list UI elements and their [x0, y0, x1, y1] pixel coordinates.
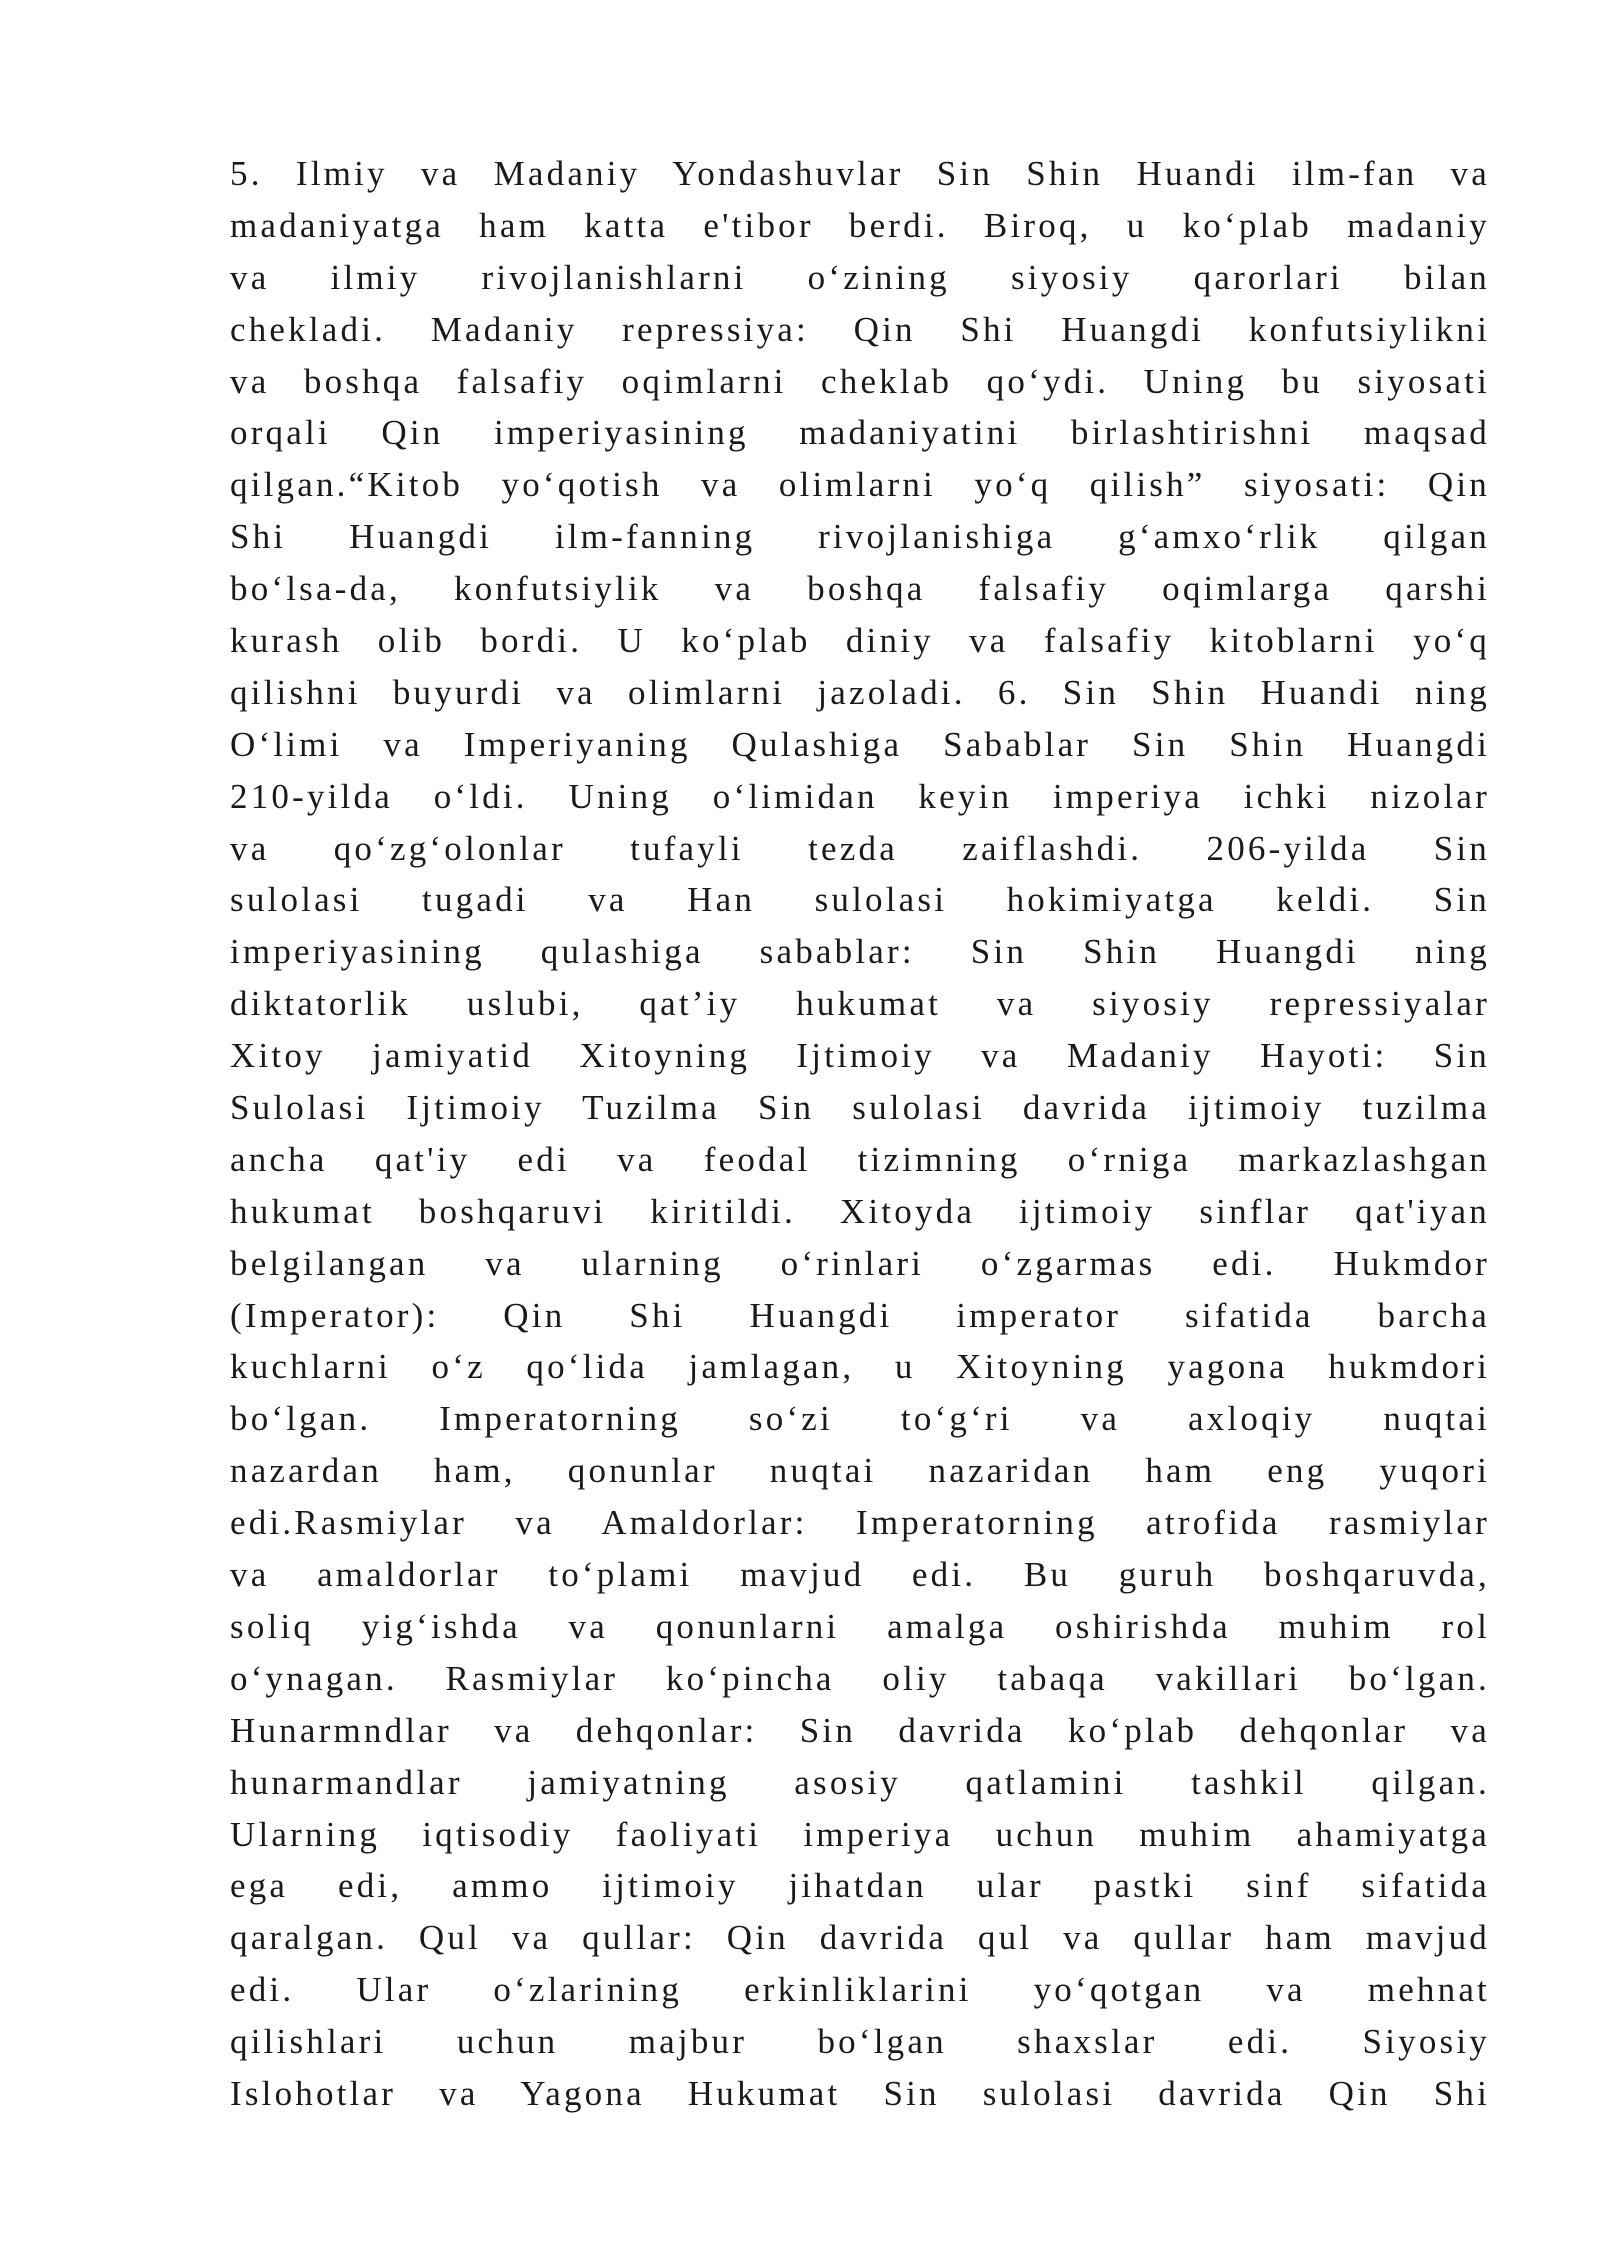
text-line: ancha qat'iy edi va feodal tizimning o‘rniga markazlashgan [230, 1139, 1490, 1179]
text-line: Xitoy jamiyatid Xitoyning Ijtimoiy va Madaniy Hayoti: Sin [230, 1036, 1490, 1076]
text-line: qilgan.“Kitob yo‘qotish va olimlarni yo‘q qilish” siyosati: Qin [230, 465, 1490, 505]
text-line: (Imperator): Qin Shi Huangdi imperator sifatida barcha [230, 1295, 1490, 1335]
text-line: edi.Rasmiylar va Amaldorlar: Imperatorning atrofida rasmiylar [230, 1503, 1490, 1543]
text-line: hunarmandlar jamiyatning asosiy qatlamini tashkil qilgan. [230, 1762, 1490, 1802]
text-line: sulolasi tugadi va Han sulolasi hokimiyatga keldi. Sin [230, 880, 1490, 920]
text-line: bo‘lgan. Imperatorning so‘zi to‘g‘ri va axloqiy nuqtai [230, 1399, 1490, 1439]
text-line: Hunarmndlar va dehqonlar: Sin davrida ko‘plab dehqonlar va [230, 1710, 1490, 1750]
text-line: orqali Qin imperiyasining madaniyatini birlashtirishni maqsad [230, 413, 1490, 453]
text-line: O‘limi va Imperiyaning Qulashiga Sabablar Sin Shin Huangdi [230, 724, 1490, 764]
text-line: o‘ynagan. Rasmiylar ko‘pincha oliy tabaqa vakillari bo‘lgan. [230, 1658, 1490, 1698]
text-line: chekladi. Madaniy repressiya: Qin Shi Huangdi konfutsiylikni [230, 309, 1490, 349]
text-line: belgilangan va ularning o‘rinlari o‘zgarmas edi. Hukmdor [230, 1243, 1490, 1283]
text-line: edi. Ular o‘zlarining erkinliklarini yo‘qotgan va mehnat [230, 1970, 1490, 2010]
text-line: nazardan ham, qonunlar nuqtai nazaridan ham eng yuqori [230, 1451, 1490, 1491]
text-line: hukumat boshqaruvi kiritildi. Xitoyda ijtimoiy sinflar qat'iyan [230, 1191, 1490, 1231]
text-line: Ularning iqtisodiy faoliyati imperiya uchun muhim ahamiyatga [230, 1814, 1490, 1854]
text-line: madaniyatga ham katta e'tibor berdi. Biroq, u ko‘plab madaniy [230, 205, 1490, 245]
text-line: 210-yilda o‘ldi. Uning o‘limidan keyin imperiya ichki nizolar [230, 776, 1490, 816]
text-line: Islohotlar va Yagona Hukumat Sin sulolasi davrida Qin Shi [230, 2073, 1490, 2113]
text-line: diktatorlik uslubi, qat’iy hukumat va siyosiy repressiyalar [230, 984, 1490, 1024]
text-line: Shi Huangdi ilm-fanning rivojlanishiga g‘amxo‘rlik qilgan [230, 517, 1490, 557]
text-line: bo‘lsa-da, konfutsiylik va boshqa falsafiy oqimlarga qarshi [230, 569, 1490, 609]
text-line: qilishni buyurdi va olimlarni jazoladi. 6. Sin Shin Huandi ning [230, 672, 1490, 712]
text-line: va qo‘zg‘olonlar tufayli tezda zaiflashdi. 206-yilda Sin [230, 828, 1490, 868]
text-line: 5. Ilmiy va Madaniy Yondashuvlar Sin Shin Huandi ilm-fan va [230, 154, 1490, 193]
text-line: Sulolasi Ijtimoiy Tuzilma Sin sulolasi davrida ijtimoiy tuzilma [230, 1088, 1490, 1128]
text-line: kuchlarni o‘z qo‘lida jamlagan, u Xitoyning yagona hukmdori [230, 1347, 1490, 1387]
text-line: kurash olib bordi. U ko‘plab diniy va falsafiy kitoblarni yo‘q [230, 621, 1490, 661]
text-line: va ilmiy rivojlanishlarni o‘zining siyosiy qarorlari bilan [230, 257, 1490, 297]
text-line: va boshqa falsafiy oqimlarni cheklab qo‘ydi. Uning bu siyosati [230, 361, 1490, 401]
body-text [230, 148, 1490, 2120]
text-line: va amaldorlar to‘plami mavjud edi. Bu guruh boshqaruvda, [230, 1555, 1490, 1595]
text-line: imperiyasining qulashiga sabablar: Sin Shin Huangdi ning [230, 932, 1490, 972]
text-line: soliq yig‘ishda va qonunlarni amalga oshirishda muhim rol [230, 1606, 1490, 1646]
text-line: qilishlari uchun majbur bo‘lgan shaxslar edi. Siyosiy [230, 2022, 1490, 2062]
text-line: ega edi, ammo ijtimoiy jihatdan ular pastki sinf sifatida [230, 1866, 1490, 1906]
text-line: qaralgan. Qul va qullar: Qin davrida qul va qullar ham mavjud [230, 1918, 1490, 1958]
